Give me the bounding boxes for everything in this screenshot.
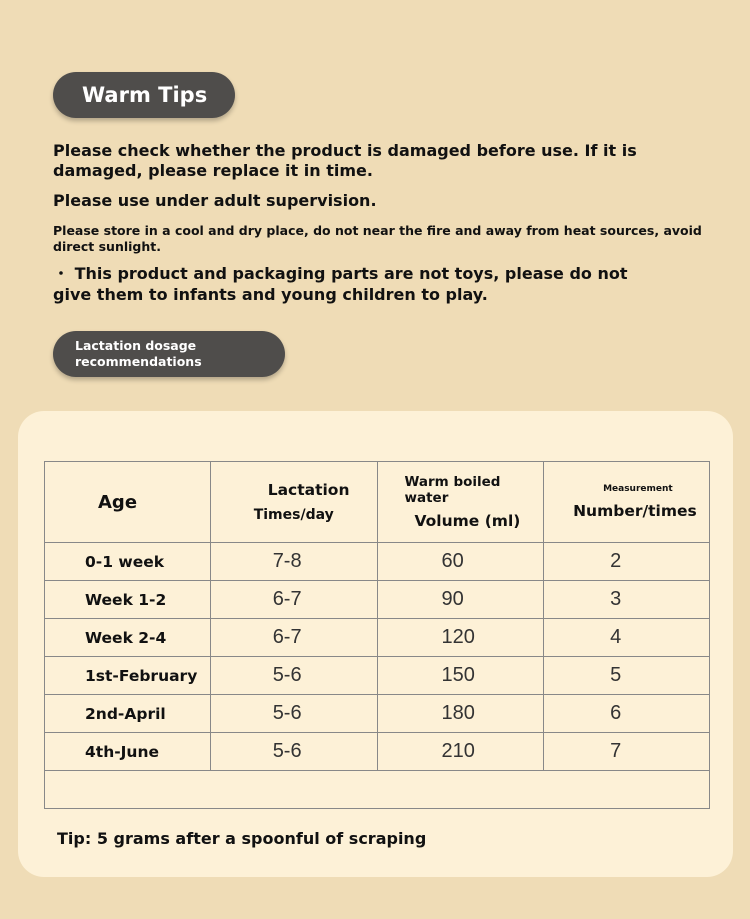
cell-times: 7-8: [210, 543, 377, 581]
cell-measurement: 2: [544, 543, 710, 581]
header-water-line1: Warm boiled water: [404, 474, 501, 506]
dosage-heading: [53, 331, 285, 377]
table-row: [45, 657, 710, 695]
tip-adult-supervision: Please use under adult supervision.: [53, 191, 377, 210]
header-lactation-line2: Times/day: [253, 507, 334, 523]
cell-measurement: 4: [544, 619, 710, 657]
cell-volume: 60: [377, 543, 544, 581]
cell-age: Week 1-2: [45, 581, 211, 619]
header-lactation-line1: Lactation: [267, 481, 350, 499]
tip-check-damage: Please check whether the product is damaged before use. If it is damaged, please replace it in time.: [53, 141, 637, 180]
table-header-row: [45, 462, 710, 543]
table-row: [45, 619, 710, 657]
cell-times: 6-7: [210, 619, 377, 657]
cell-measurement: 5: [544, 657, 710, 695]
warm-tips-heading: Warm Tips: [53, 72, 235, 118]
cell-volume: 120: [377, 619, 544, 657]
cell-age: Week 2-4: [45, 619, 211, 657]
cell-measurement: 3: [544, 581, 710, 619]
table-row: [45, 733, 710, 771]
scoop-footnote: Tip: 5 grams after a spoonful of scraping: [57, 829, 427, 848]
cell-age: 0-1 week: [45, 543, 211, 581]
cell-times: 5-6: [210, 657, 377, 695]
table-row: [45, 581, 710, 619]
header-measurement-line2: Number/times: [573, 502, 697, 520]
dosage-heading-line2: recommendations: [75, 354, 202, 369]
cell-times: 6-7: [210, 581, 377, 619]
empty-cell: [45, 771, 710, 809]
table-row: [45, 695, 710, 733]
table-row: [45, 543, 710, 581]
header-measurement-line1: Measurement: [603, 484, 673, 494]
header-measurement: [544, 462, 710, 543]
cell-times: 5-6: [210, 733, 377, 771]
tip-not-toys: ・ This product and packaging parts are not toys, please do not give them to infants and young children to play.: [53, 264, 628, 304]
table-empty-row: [45, 771, 710, 809]
cell-times: 5-6: [210, 695, 377, 733]
header-age: Age: [45, 462, 211, 543]
cell-measurement: 6: [544, 695, 710, 733]
cell-measurement: 7: [544, 733, 710, 771]
cell-volume: 180: [377, 695, 544, 733]
header-water: [377, 462, 544, 543]
header-water-line2: Volume (ml): [414, 512, 521, 530]
dosage-heading-line1: Lactation dosage: [75, 338, 197, 353]
cell-age: 2nd-April: [45, 695, 211, 733]
header-lactation: [210, 462, 377, 543]
cell-age: 4th-June: [45, 733, 211, 771]
cell-age: 1st-February: [45, 657, 211, 695]
dosage-table: [44, 461, 710, 809]
tip-storage: Please store in a cool and dry place, do not near the fire and away from heat sources, avoid direct sunlight.: [53, 223, 702, 254]
cell-volume: 150: [377, 657, 544, 695]
cell-volume: 90: [377, 581, 544, 619]
cell-volume: 210: [377, 733, 544, 771]
